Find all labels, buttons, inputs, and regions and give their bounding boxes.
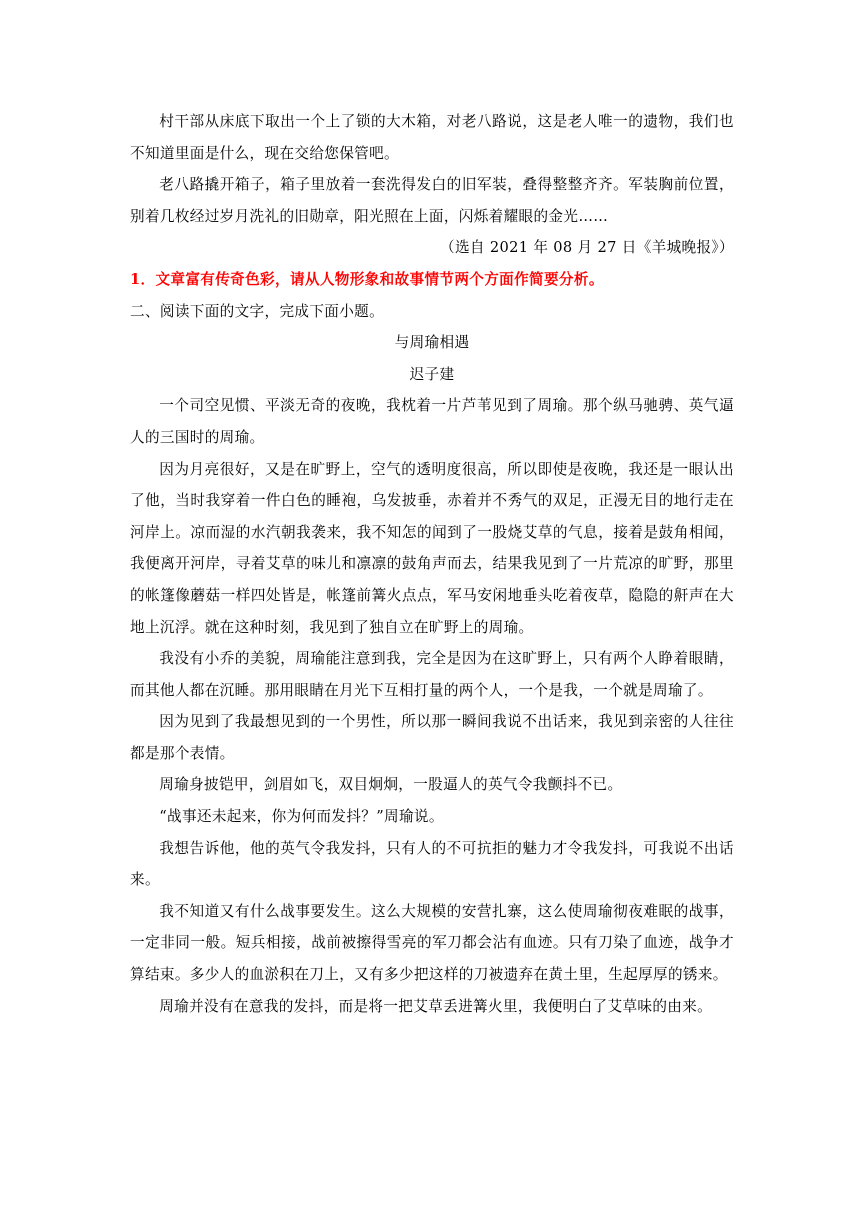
article-paragraph-6: “战事还未起来，你为何而发抖？”周瑜说。 [159, 808, 444, 826]
previous-story-paragraph-1: 村干部从床底下取出一个上了锁的大木箱，对老八路说，这是老人唯一的遗物，我们也不知道里面是什么，现在交给您保管吧。 [130, 113, 734, 162]
question-1: 1．文章富有传奇色彩，请从人物形象和故事情节两个方面作简要分析。 [130, 270, 604, 288]
previous-story-paragraph-2: 老八路撬开箱子，箱子里放着一套洗得发白的旧军装，叠得整整齐齐。军装胸前位置，别着几枚经过岁月洗礼的旧勋章，阳光照在上面，闪烁着耀眼的金光…… [130, 176, 734, 225]
article-paragraph-2: 因为月亮很好，又是在旷野上，空气的透明度很高，所以即使是夜晚，我还是一眼认出了他，当时我穿着一件白色的睡袍，乌发披垂，赤着并不秀气的双足，正漫无目的地行走在河岸上。凉而湿的水汽朝我袭来，我不知怎的闻到了一股烧艾草的气息，接着是鼓角相闻，我便离开河岸，寻着艾草的味儿和凛凛的鼓角声而去，结果我见到了一片荒凉的旷野，那里的帐篷像蘑菇一样四处皆是，帐篷前篝火点点，军马安闲地垂头吃着夜草，隐隐的鼾声在大地上沉浮。就在这种时刻，我见到了独自立在旷野上的周瑜。 [130, 460, 734, 636]
article-paragraph-4: 因为见到了我最想见到的一个男性，所以那一瞬间我说不出话来，我见到亲密的人往往都是那个表情。 [130, 713, 734, 762]
article-paragraph-5: 周瑜身披铠甲，剑眉如飞，双目炯炯，一股逼人的英气令我颤抖不已。 [159, 776, 623, 794]
article-author: 迟子建 [409, 365, 455, 383]
previous-story-source: （选自 2021 年 08 月 27 日《羊城晚报》） [440, 239, 734, 257]
article-paragraph-1: 一个司空见惯、平淡无奇的夜晚，我枕着一片芦苇见到了周瑜。那个纵马驰骋、英气逼人的三国时的周瑜。 [130, 397, 734, 446]
section-2-instruction: 二、阅读下面的文字，完成下面小题。 [130, 302, 385, 320]
article-paragraph-8: 我不知道又有什么战事要发生。这么大规模的安营扎寨，这么使周瑜彻夜难眠的战事，一定非同一般。短兵相接，战前被擦得雪亮的军刀都会沾有血迹。只有刀染了血迹，战争才算结束。多少人的血淤积在刀上，又有多少把这样的刀被遗弃在黄土里，生起厚厚的锈来。 [130, 902, 734, 984]
document-content [130, 106, 734, 1022]
article-paragraph-3: 我没有小乔的美貌，周瑜能注意到我，完全是因为在这旷野上，只有两个人睁着眼睛，而其他人都在沉睡。那用眼睛在月光下互相打量的两个人，一个是我，一个就是周瑜了。 [130, 650, 734, 699]
article-paragraph-7: 我想告诉他，他的英气令我发抖，只有人的不可抗拒的魅力才令我发抖，可我说不出话来。 [130, 839, 734, 889]
article-paragraph-9: 周瑜并没有在意我的发抖，而是将一把艾草丢进篝火里，我便明白了艾草味的由来。 [159, 997, 713, 1015]
article-title: 与周瑜相遇 [394, 334, 470, 352]
